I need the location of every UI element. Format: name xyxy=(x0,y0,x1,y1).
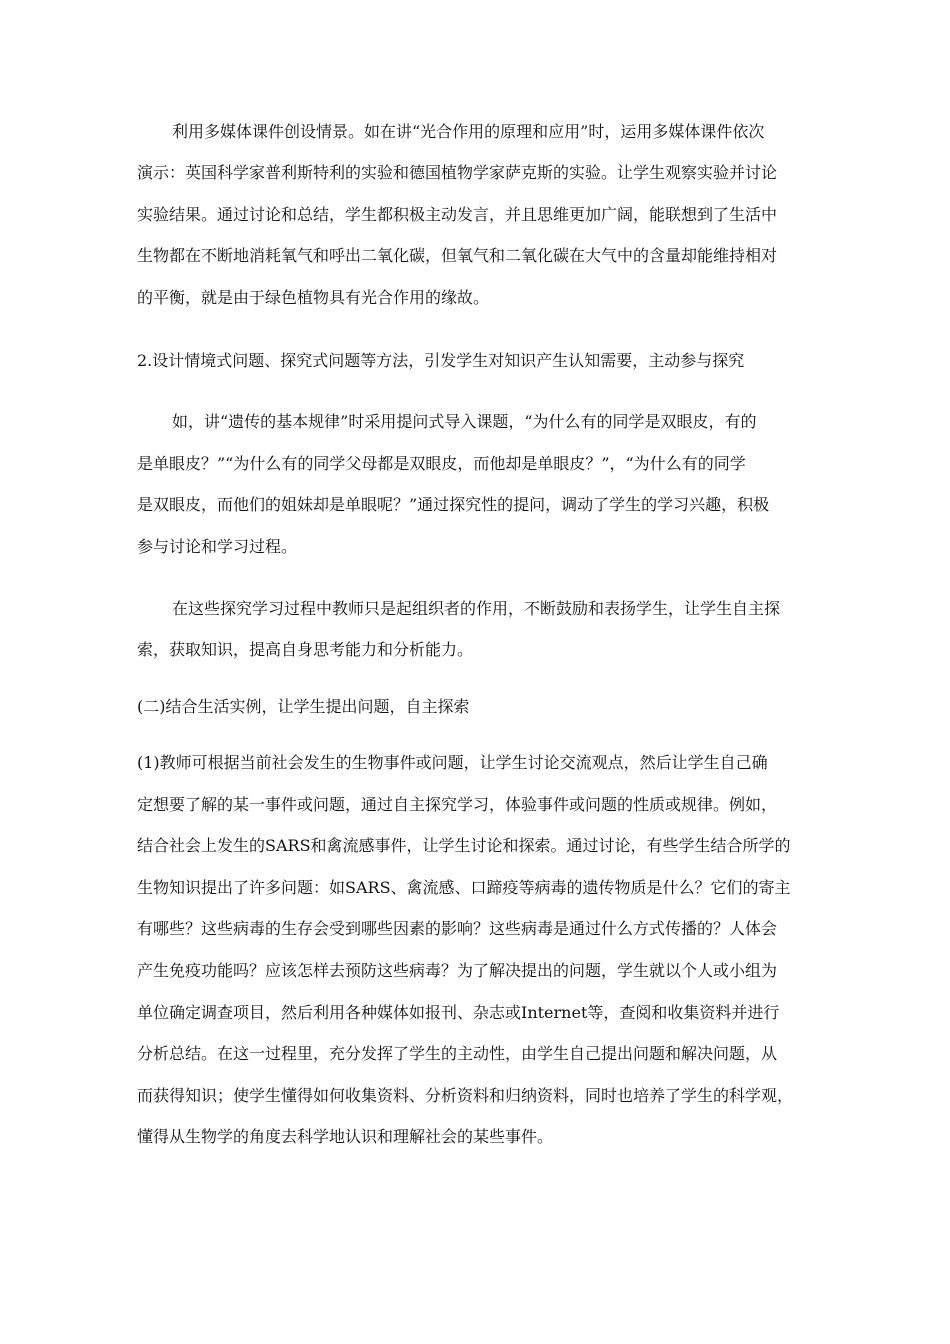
text-line: 生物知识提出了许多问题：如SARS、禽流感、口蹄疫等病毒的遗传物质是什么？它们的寄主 xyxy=(137,878,791,897)
text-line: 定想要了解的某一事件或问题，通过自主探究学习，体验事件或问题的性质或规律。例如， xyxy=(137,795,778,814)
section-heading: (二)结合生活实例，让学生提出问题，自主探索 xyxy=(137,697,470,716)
text-line: 利用多媒体课件创设情景。如在讲“光合作用的原理和应用”时，运用多媒体课件依次 xyxy=(172,122,765,141)
text-line: 懂得从生物学的角度去科学地认识和理解社会的某些事件。 xyxy=(137,1127,554,1146)
text-line: 在这些探究学习过程中教师只是起组织者的作用，不断鼓励和表扬学生，让学生自主探 xyxy=(172,599,781,618)
text-line: 如，讲“遗传的基本规律”时采用提问式导入课题，“为什么有的同学是双眼皮，有的 xyxy=(172,412,757,431)
text-line: 演示：英国科学家普利斯特利的实验和德国植物学家萨克斯的实验。让学生观察实验并讨论 xyxy=(137,163,778,182)
text-line: 而获得知识；使学生懂得如何收集资料、分析资料和归纳资料，同时也培养了学生的科学观， xyxy=(137,1086,794,1105)
text-line: (1)教师可根据当前社会发生的生物事件或问题，让学生讨论交流观点，然后让学生自己确 xyxy=(137,753,768,772)
text-line: 参与讨论和学习过程。 xyxy=(137,537,298,556)
text-line: 结合社会上发生的SARS和禽流感事件，让学生讨论和探索。通过讨论，有些学生结合所学的 xyxy=(137,836,791,855)
section-heading: 2.设计情境式问题、探究式问题等方法，引发学生对知识产生认知需要，主动参与探究 xyxy=(137,351,745,370)
text-line: 产生免疫功能吗？应该怎样去预防这些病毒？为了解决提出的问题，学生就以个人或小组为 xyxy=(137,961,778,980)
text-line: 生物都在不断地消耗氧气和呼出二氧化碳，但氧气和二氧化碳在大气中的含量却能维持相对 xyxy=(137,246,778,265)
text-line: 单位确定调查项目，然后利用各种媒体如报刊、杂志或Internet等，查阅和收集资料并进行 xyxy=(137,1003,780,1022)
text-line: 实验结果。通过讨论和总结，学生都积极主动发言，并且思维更加广阔，能联想到了生活中 xyxy=(137,205,778,224)
text-line: 分析总结。在这一过程里，充分发挥了学生的主动性，由学生自己提出问题和解决问题，从 xyxy=(137,1044,778,1063)
text-line: 是单眼皮？”“为什么有的同学父母都是双眼皮，而他却是单眼皮？”，“为什么有的同学 xyxy=(137,454,746,473)
text-line: 有哪些？这些病毒的生存会受到哪些因素的影响？这些病毒是通过什么方式传播的？人体会 xyxy=(137,919,778,938)
text-line: 是双眼皮，而他们的姐妹却是单眼呢？”通过探究性的提问，调动了学生的学习兴趣，积极 xyxy=(137,495,770,514)
text-line: 索，获取知识，提高自身思考能力和分析能力。 xyxy=(137,640,474,659)
text-line: 的平衡，就是由于绿色植物具有光合作用的缘故。 xyxy=(137,288,490,307)
